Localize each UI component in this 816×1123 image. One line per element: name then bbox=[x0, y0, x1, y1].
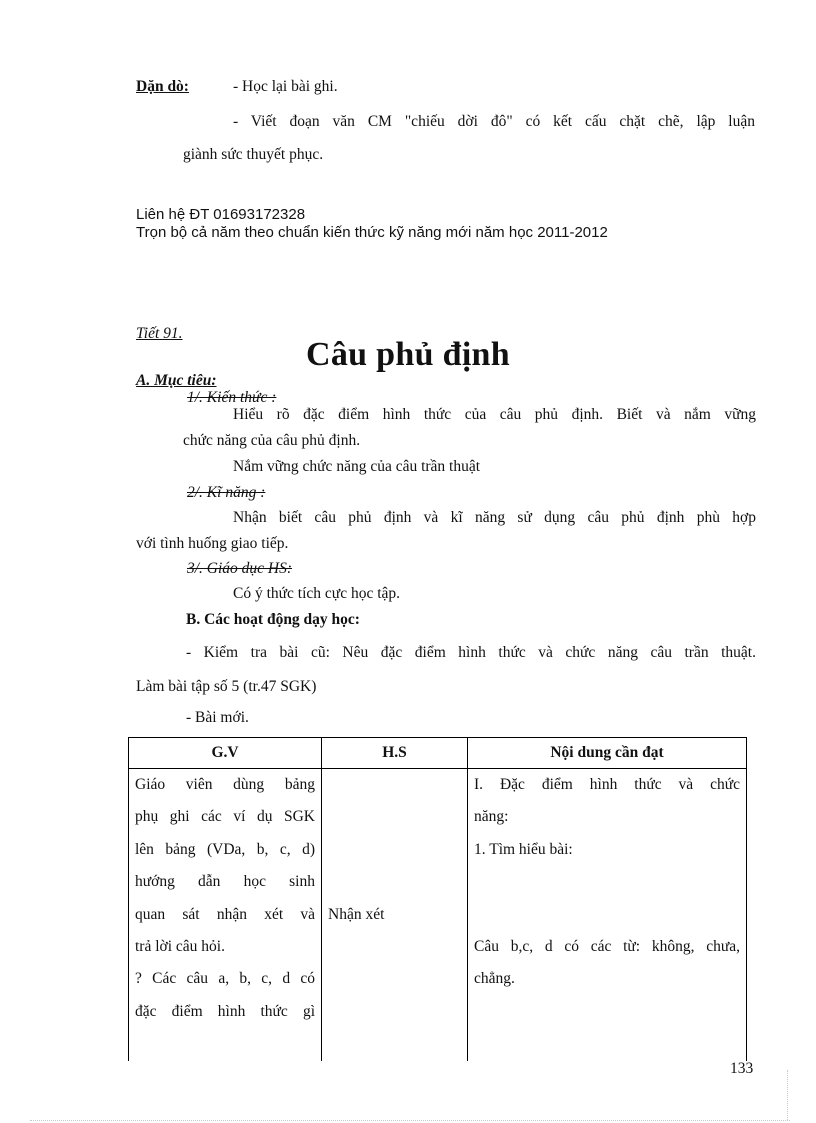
gv-line: ? Các câu a, b, c, d có bbox=[135, 970, 315, 988]
skills-line-1: Nhận biết câu phủ định và kĩ năng sử dụng câu phủ định phù hợp bbox=[233, 509, 756, 526]
gv-line: đặc điểm hình thức gì bbox=[135, 1002, 315, 1020]
hs-line bbox=[322, 996, 467, 1028]
section-a-heading: A. Mục tiêu: bbox=[136, 372, 217, 389]
content-line: I. Đặc điểm hình thức và chức bbox=[474, 776, 740, 793]
dan-do-label: Dặn dò: bbox=[136, 78, 189, 95]
table-row bbox=[129, 769, 747, 1062]
content-line: năng: bbox=[474, 808, 509, 826]
hs-line bbox=[322, 963, 467, 995]
knowledge-line-1: Hiểu rõ đặc điểm hình thức của câu phủ định. Biết và nắm vững bbox=[233, 406, 756, 423]
content-line: 1. Tìm hiểu bài: bbox=[474, 840, 573, 858]
header-content: Nội dung cần đạt bbox=[468, 738, 747, 769]
page-border-right bbox=[787, 1070, 788, 1120]
hs-line bbox=[322, 866, 467, 898]
knowledge-heading: 1/. Kiến thức : bbox=[187, 389, 277, 406]
knowledge-line-2: chức năng của câu phủ định. bbox=[183, 432, 361, 449]
lesson-table bbox=[128, 737, 747, 1061]
dan-do-item-2: - Viết đoạn văn CM "chiếu dời đô" có kết cấu chặt chẽ, lập luận bbox=[233, 113, 755, 130]
lesson-title: Câu phủ định bbox=[306, 336, 510, 373]
new-lesson: - Bài mới. bbox=[186, 709, 249, 726]
content-cell bbox=[468, 769, 747, 1062]
dan-do-item-2-cont: giành sức thuyết phục. bbox=[183, 146, 324, 163]
content-line bbox=[468, 996, 746, 1028]
knowledge-line-3: Nắm vững chức năng của câu trần thuật bbox=[233, 458, 481, 475]
page-number: 133 bbox=[730, 1060, 754, 1077]
content-line bbox=[468, 866, 746, 898]
hs-line bbox=[322, 801, 467, 833]
hs-line bbox=[322, 834, 467, 866]
gv-line: phụ ghi các ví dụ SGK bbox=[135, 808, 315, 826]
header-hs: H.S bbox=[322, 738, 468, 769]
check-line-1: - Kiểm tra bài cũ: Nêu đặc điểm hình thức và chức năng câu trần thuật. bbox=[186, 644, 756, 661]
lesson-period: Tiết 91. bbox=[136, 325, 183, 342]
check-line-2: Làm bài tập số 5 (tr.47 SGK) bbox=[136, 678, 317, 695]
education-heading: 3/. Giáo dục HS: bbox=[187, 560, 293, 577]
table-header-row bbox=[129, 738, 747, 769]
gv-line: lên bảng (VDa, b, c, d) bbox=[135, 840, 315, 858]
hs-line: Nhận xét bbox=[328, 905, 385, 923]
gv-line: hướng dẫn học sinh bbox=[135, 873, 315, 891]
content-line: chẳng. bbox=[474, 970, 515, 988]
content-line: Câu b,c, d có các từ: không, chưa, bbox=[474, 937, 740, 955]
section-b-heading: B. Các hoạt động dạy học: bbox=[186, 611, 360, 628]
page-border-bottom bbox=[30, 1120, 790, 1121]
contact-promo: Trọn bộ cả năm theo chuẩn kiến thức kỹ năng mới năm học 2011-2012 bbox=[136, 224, 608, 241]
skills-line-2: với tình huống giao tiếp. bbox=[136, 535, 289, 552]
education-line-1: Có ý thức tích cực học tập. bbox=[233, 585, 401, 602]
header-gv: G.V bbox=[129, 738, 322, 769]
content-line bbox=[468, 899, 746, 931]
hs-line bbox=[322, 931, 467, 963]
gv-line: Giáo viên dùng bảng bbox=[135, 776, 315, 793]
hs-cell bbox=[322, 769, 468, 1062]
skills-heading: 2/. Kĩ năng : bbox=[187, 484, 266, 501]
gv-line: trả lời câu hỏi. bbox=[135, 937, 225, 955]
dan-do-item-1: - Học lại bài ghi. bbox=[233, 78, 338, 95]
gv-cell bbox=[129, 769, 322, 1062]
hs-line bbox=[322, 769, 467, 801]
gv-line: quan sát nhận xét và bbox=[135, 905, 315, 923]
contact-phone: Liên hệ ĐT 01693172328 bbox=[136, 206, 306, 223]
